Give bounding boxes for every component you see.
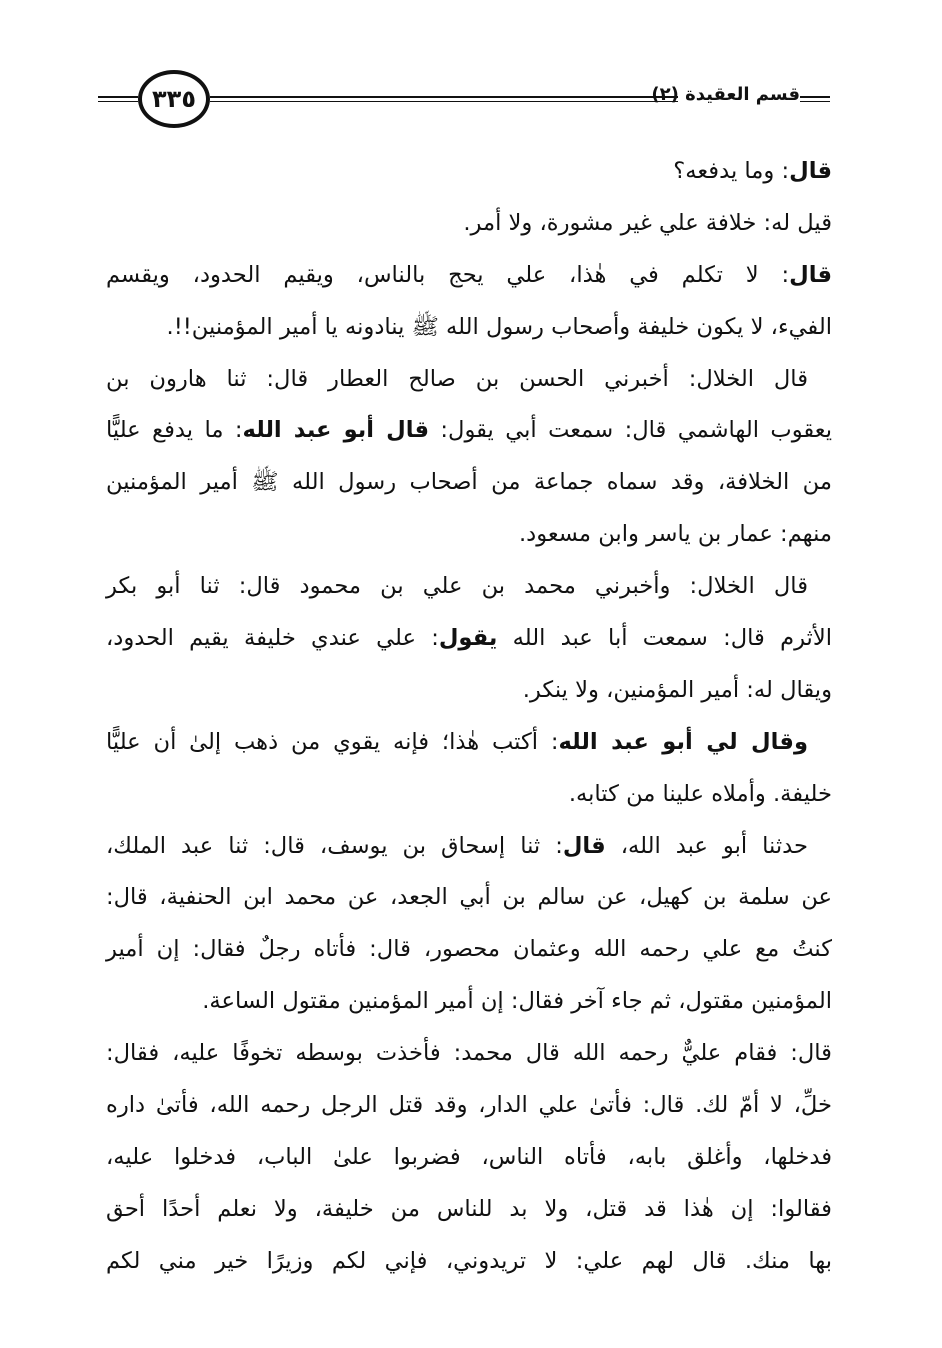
header-rule-left xyxy=(98,96,138,102)
text-line xyxy=(106,561,832,613)
text-line xyxy=(106,302,832,354)
text-run: خليفة. وأملاه علينا من كتابه. xyxy=(568,780,832,807)
text-run: فدخلها، وأغلق بابه، فأتاه الناس، فضربوا علىٰ الباب، فدخلوا عليه، xyxy=(106,1143,832,1170)
text-run: قال الخلال: وأخبرني محمد بن علي بن محمود قال: ثنا أبو بكر xyxy=(106,573,808,600)
bold-text-run: قال أبو عبد الله xyxy=(242,417,429,444)
text-run: الفيء، لا يكون خليفة وأصحاب رسول الله ﷺ ينادونه يا أمير المؤمنين!!. xyxy=(166,313,832,340)
text-run: : لا تكلم في هٰذا، علي يحج بالناس، ويقيم الحدود، ويقسم xyxy=(106,261,790,288)
text-line xyxy=(106,1184,832,1236)
text-line xyxy=(106,354,832,406)
text-run: خلِّ، لا أمّ لك. قال: فأتىٰ علي الدار، وقد قتل الرجل رحمه الله، فأتىٰ داره xyxy=(106,1092,832,1119)
text-run: يعقوب الهاشمي قال: سمعت أبي يقول: xyxy=(428,417,832,444)
bold-text-run: يقول xyxy=(438,625,498,652)
text-line xyxy=(106,457,832,509)
bold-text-run: قال xyxy=(562,832,606,859)
text-run: فقالوا: إن هٰذا قد قتل، ولا بد للناس من خليفة، ولا نعلم أحدًا أحق xyxy=(106,1195,832,1222)
text-run: عن سلمة بن كهيل، عن سالم بن أبي الجعد، عن محمد ابن الحنفية، قال: xyxy=(106,884,832,911)
text-line xyxy=(106,1236,832,1288)
body-text xyxy=(106,146,832,1288)
text-line xyxy=(106,250,832,302)
text-line xyxy=(106,872,832,924)
text-run: منهم: عمار بن ياسر وابن مسعود. xyxy=(518,521,832,548)
text-line xyxy=(106,976,832,1028)
text-run: الأثرم قال: سمعت أبا عبد الله xyxy=(497,625,832,652)
text-run: قيل له: خلافة علي غير مشورة، ولا أمر. xyxy=(463,209,832,236)
text-line xyxy=(106,613,832,665)
running-title: قسم العقيدة (٢) xyxy=(651,84,800,105)
text-line xyxy=(106,405,832,457)
text-line xyxy=(106,769,832,821)
page-header xyxy=(98,70,830,132)
text-run: المؤمنين مقتول، ثم جاء آخر فقال: إن أمير المؤمنين مقتول الساعة. xyxy=(202,988,832,1015)
bold-text-run: قال xyxy=(789,261,832,288)
text-line xyxy=(106,509,832,561)
text-line xyxy=(106,665,832,717)
text-run: : وما يدفعه؟ xyxy=(673,158,790,184)
text-run: : ما يدفع عليًّا xyxy=(106,417,243,444)
header-rule-middle xyxy=(210,96,678,102)
text-line xyxy=(106,146,832,198)
text-run: قال الخلال: أخبرني الحسن بن صالح العطار قال: ثنا هارون بن xyxy=(106,365,808,392)
text-run: بها منك. قال لهم علي: لا تريدوني، فإني لكم وزيرًا خير مني لكم xyxy=(106,1247,832,1274)
bold-text-run: وقال لي أبو عبد الله xyxy=(558,728,808,755)
text-line xyxy=(106,198,832,250)
text-run: كنتُ مع علي رحمه الله وعثمان محصور، قال: فأتاه رجلٌ فقال: إن أمير xyxy=(106,936,832,963)
bold-text-run: قال xyxy=(789,158,832,184)
header-rule-right xyxy=(800,96,830,102)
text-line xyxy=(106,1132,832,1184)
text-line xyxy=(106,1080,832,1132)
text-line xyxy=(106,924,832,976)
text-run: من الخلافة، وقد سماه جماعة من أصحاب رسول الله ﷺ أمير المؤمنين xyxy=(106,469,832,496)
text-line xyxy=(106,1028,832,1080)
text-run: : ثنا إسحاق بن يوسف، قال: ثنا عبد الملك، xyxy=(106,832,563,859)
page-number: ٣٣٥ xyxy=(152,85,196,113)
text-run: حدثنا أبو عبد الله، xyxy=(605,832,808,859)
text-run: ويقال له: أمير المؤمنين، ولا ينكر. xyxy=(522,676,832,703)
text-run: : أكتب هٰذا؛ فإنه يقوي من ذهب إلىٰ أن عليًّا xyxy=(106,728,559,755)
text-line xyxy=(106,821,832,873)
text-run: : علي عندي خليفة يقيم الحدود، xyxy=(106,625,439,652)
page-number-badge xyxy=(138,70,210,128)
text-line xyxy=(106,717,832,769)
text-run: قال: فقام عليٌّ رحمه الله قال محمد: فأخذت بوسطه تخوفًا عليه، فقال: xyxy=(106,1040,832,1067)
